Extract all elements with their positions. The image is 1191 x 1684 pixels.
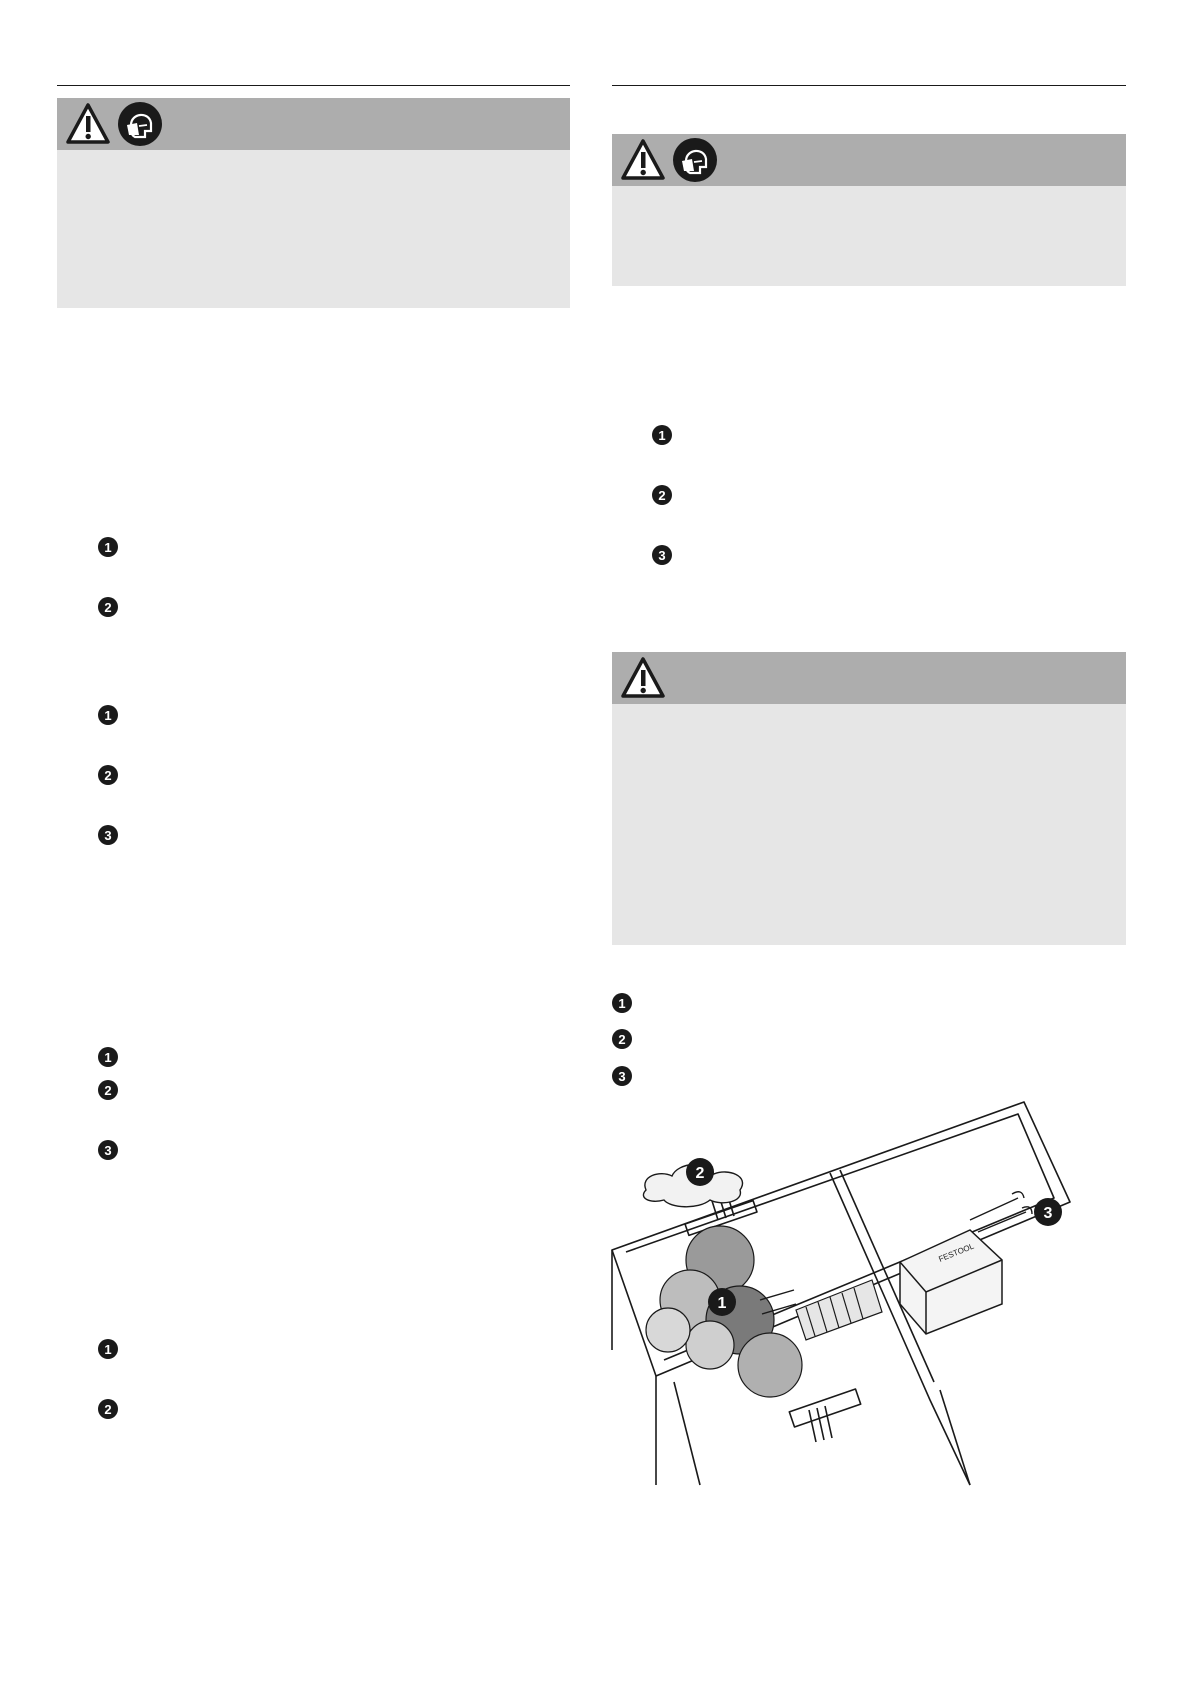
lower-right-edge bbox=[940, 1390, 970, 1485]
left-warning-body bbox=[57, 150, 570, 308]
right-warning-panel-1 bbox=[612, 134, 1126, 286]
step-badge: 3 bbox=[98, 1140, 118, 1160]
bottom-vent-arrows bbox=[809, 1406, 832, 1442]
respirator-mask-icon bbox=[117, 101, 163, 147]
step-badge: 2 bbox=[612, 1029, 632, 1049]
left-top-rule bbox=[57, 85, 570, 86]
right-warning-header-2 bbox=[612, 652, 1126, 704]
step-badge: 3 bbox=[652, 545, 672, 565]
callout-2 bbox=[686, 1158, 714, 1186]
exhaust-arrows bbox=[970, 1192, 1032, 1232]
respirator-mask-icon bbox=[672, 137, 718, 183]
warning-triangle-icon bbox=[620, 137, 666, 183]
step-badge: 1 bbox=[98, 1339, 118, 1359]
warning-triangle-icon bbox=[620, 655, 666, 701]
left-warning-header bbox=[57, 98, 570, 150]
step-badge: 1 bbox=[98, 1047, 118, 1067]
callout-2-label: 2 bbox=[695, 1165, 705, 1182]
step-badge: 2 bbox=[98, 597, 118, 617]
step-badge: 3 bbox=[612, 1066, 632, 1086]
dust-extraction-room-illustration bbox=[610, 1090, 1130, 1490]
extraction-hose bbox=[796, 1280, 882, 1340]
step-badge: 2 bbox=[98, 1399, 118, 1419]
step-badge: 2 bbox=[652, 485, 672, 505]
callout-3-label: 3 bbox=[1043, 1205, 1053, 1222]
step-badge: 1 bbox=[98, 537, 118, 557]
step-badge: 1 bbox=[652, 425, 672, 445]
step-badge: 1 bbox=[612, 993, 632, 1013]
step-badge: 1 bbox=[98, 705, 118, 725]
right-warning-body-1 bbox=[612, 186, 1126, 286]
lower-floor-edge bbox=[674, 1382, 700, 1485]
left-warning-panel bbox=[57, 98, 570, 308]
callout-3 bbox=[1034, 1198, 1062, 1226]
extractor-unit bbox=[900, 1230, 1002, 1334]
right-top-rule bbox=[612, 85, 1126, 86]
divider-wall bbox=[830, 1173, 970, 1485]
warning-triangle-icon bbox=[65, 101, 111, 147]
right-warning-panel-2 bbox=[612, 652, 1126, 945]
extractor-brand-label: FESTOOL bbox=[937, 1241, 976, 1264]
callout-1-label: 1 bbox=[717, 1295, 727, 1312]
right-warning-header-1 bbox=[612, 134, 1126, 186]
step-badge: 2 bbox=[98, 1080, 118, 1100]
callout-1 bbox=[708, 1288, 736, 1316]
step-badge: 2 bbox=[98, 765, 118, 785]
step-badge: 3 bbox=[98, 825, 118, 845]
right-warning-body-2 bbox=[612, 704, 1126, 945]
